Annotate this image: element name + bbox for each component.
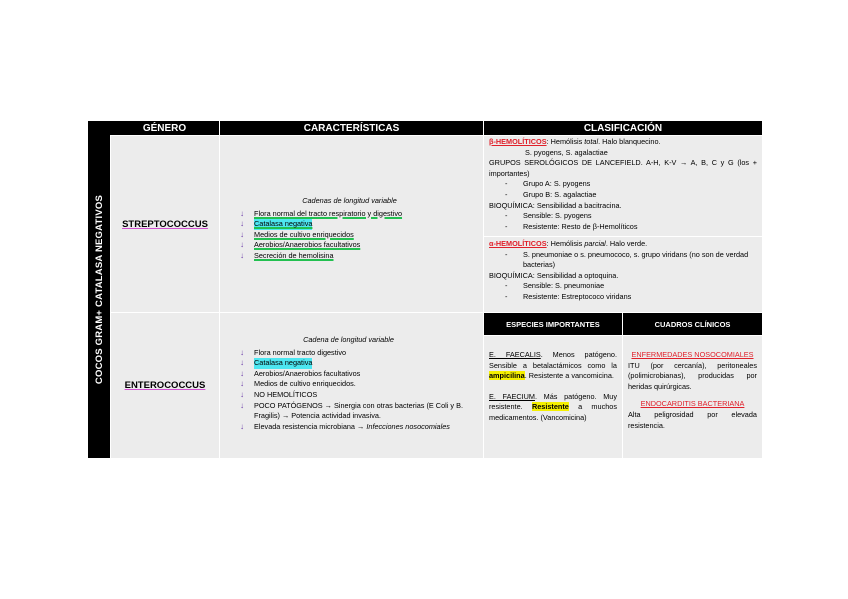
header-genero: GÉNERO xyxy=(110,121,219,135)
arrow-bullet-icon: ↓ xyxy=(240,250,244,260)
alpha-resistente: - Resistente: Estreptococo viridans xyxy=(505,291,632,301)
alpha-hemoliticos-cell xyxy=(484,237,762,312)
alpha-sensible: - Sensible: S. pneumoniae xyxy=(505,281,605,291)
strep-characteristics xyxy=(220,136,483,312)
strep-char-3: ↓ Medios de cultivo enriquecidos xyxy=(240,229,354,239)
arrow-bullet-icon: ↓ xyxy=(240,358,244,368)
beta-grupo-b: - Grupo B: S. agalactiae xyxy=(505,189,597,199)
strep-chars-title: Cadenas de longitud variable xyxy=(302,196,397,205)
nosocomiales-text: ITU (por cercanía), peritoneales (polimicrobianas), producidas por heridas quirúrgicas. xyxy=(628,360,757,391)
cuadros-cell xyxy=(623,336,762,458)
alpha-title-line: α-HEMOLÍTICOS: Hemólisis parcial. Halo verde. xyxy=(489,239,648,248)
entero-char-3: ↓ Aerobios/Anaerobios facultativos xyxy=(240,368,361,378)
faecalis-text: E. FAECALIS. Menos patógeno. Sensible a betalactámicos como la ampicilina. Resistente a vancomicina. xyxy=(489,350,617,381)
genus-enterococcus-label: ENTEROCOCCUS xyxy=(124,380,206,391)
genus-streptococcus xyxy=(111,136,219,312)
entero-char-4: ↓ Medios de cultivo enriquecidos. xyxy=(240,379,356,389)
entero-characteristics xyxy=(220,313,483,458)
faecium-text: E. FAECIUM. Más patógeno. Muy resistente. Resistente a muchos medicamentos. (Vancomicina) xyxy=(489,391,617,422)
strep-char-5: ↓ Secreción de hemolisina xyxy=(240,250,334,260)
arrow-bullet-icon: ↓ xyxy=(240,229,244,239)
strep-char-2: ↓ Catalasa negativa xyxy=(240,219,313,229)
arrow-bullet-icon: ↓ xyxy=(240,400,244,410)
entero-char-5: ↓ NO HEMOLÍTICOS xyxy=(240,389,318,399)
entero-char-6: ↓ POCO PATÓGENOS → Sinergia con otras bacterias (E Coli y B. Fragilis) → Potencia actividad invasiva. xyxy=(240,400,463,421)
nosocomiales-title: ENFERMEDADES NOSOCOMIALES xyxy=(631,350,754,359)
alpha-bioquimica: BIOQUÍMICA: Sensibilidad a optoquina. xyxy=(489,270,619,280)
arrow-bullet-icon: ↓ xyxy=(240,421,244,431)
genus-streptococcus-label: STREPTOCOCCUS xyxy=(122,218,208,230)
arrow-bullet-icon: ↓ xyxy=(240,389,244,399)
header-cuadros: CUADROS CLÍNICOS xyxy=(623,313,762,335)
arrow-bullet-icon: ↓ xyxy=(240,240,244,250)
endocarditis-text: Alta peligrosidad por elevada resistencia. xyxy=(628,409,757,430)
beta-resistente: - Resistente: Resto de β-Hemolíticos xyxy=(505,221,638,231)
header-especies: ESPECIES IMPORTANTES xyxy=(484,313,622,335)
beta-item-1: S. pyogens, S. agalactiae xyxy=(525,147,608,157)
header-clasificacion: CLASIFICACIÓN xyxy=(484,121,762,135)
endocarditis-title: ENDOCARDITIS BACTERIANA xyxy=(640,399,745,409)
strep-char-1: ↓ Flora normal del tracto respiratorio y digestivo xyxy=(240,208,403,218)
entero-char-2: ↓ Catalasa negativa xyxy=(240,358,313,368)
especies-cell xyxy=(484,336,622,458)
strep-char-4: ↓ Aerobios/Anaerobios facultativos xyxy=(240,240,361,250)
beta-bioquimica: BIOQUÍMICA: Sensibilidad a bacitracina. xyxy=(489,200,622,210)
entero-char-1: ↓ Flora normal tracto digestivo xyxy=(240,347,347,357)
arrow-bullet-icon: ↓ xyxy=(240,368,244,378)
beta-grupo-a: - Grupo A: S. pyogens xyxy=(505,179,591,189)
beta-title-line: β-HEMOLÍTICOS: Hemólisis total. Halo blanquecino. xyxy=(489,137,661,146)
arrow-bullet-icon: ↓ xyxy=(240,208,244,218)
header-caracteristicas: CARACTERÍSTICAS xyxy=(220,121,483,135)
entero-chars-title: Cadena de longitud variable xyxy=(303,335,394,344)
entero-char-7: ↓ Elevada resistencia microbiana → Infecciones nosocomiales xyxy=(240,421,450,431)
beta-sensible: - Sensible: S. pyogens xyxy=(505,211,592,221)
side-bar xyxy=(88,121,110,458)
beta-hemoliticos-cell xyxy=(484,136,762,236)
arrow-bullet-icon: ↓ xyxy=(240,379,244,389)
arrow-bullet-icon: ↓ xyxy=(240,219,244,229)
arrow-bullet-icon: ↓ xyxy=(240,347,244,357)
alpha-item-1: - S. pneumoniae o s. pneumococo, s. grupo viridans (no son de verdad bacterias) xyxy=(505,249,749,270)
genus-enterococcus xyxy=(111,313,219,458)
beta-grupos: GRUPOS SEROLÓGICOS DE LANCEFIELD. A-H, K-V → A, B, C y G (los + importantes) xyxy=(489,158,757,178)
side-label: COCOS GRAM+ CATALASA NEGATIVOS xyxy=(93,194,105,385)
